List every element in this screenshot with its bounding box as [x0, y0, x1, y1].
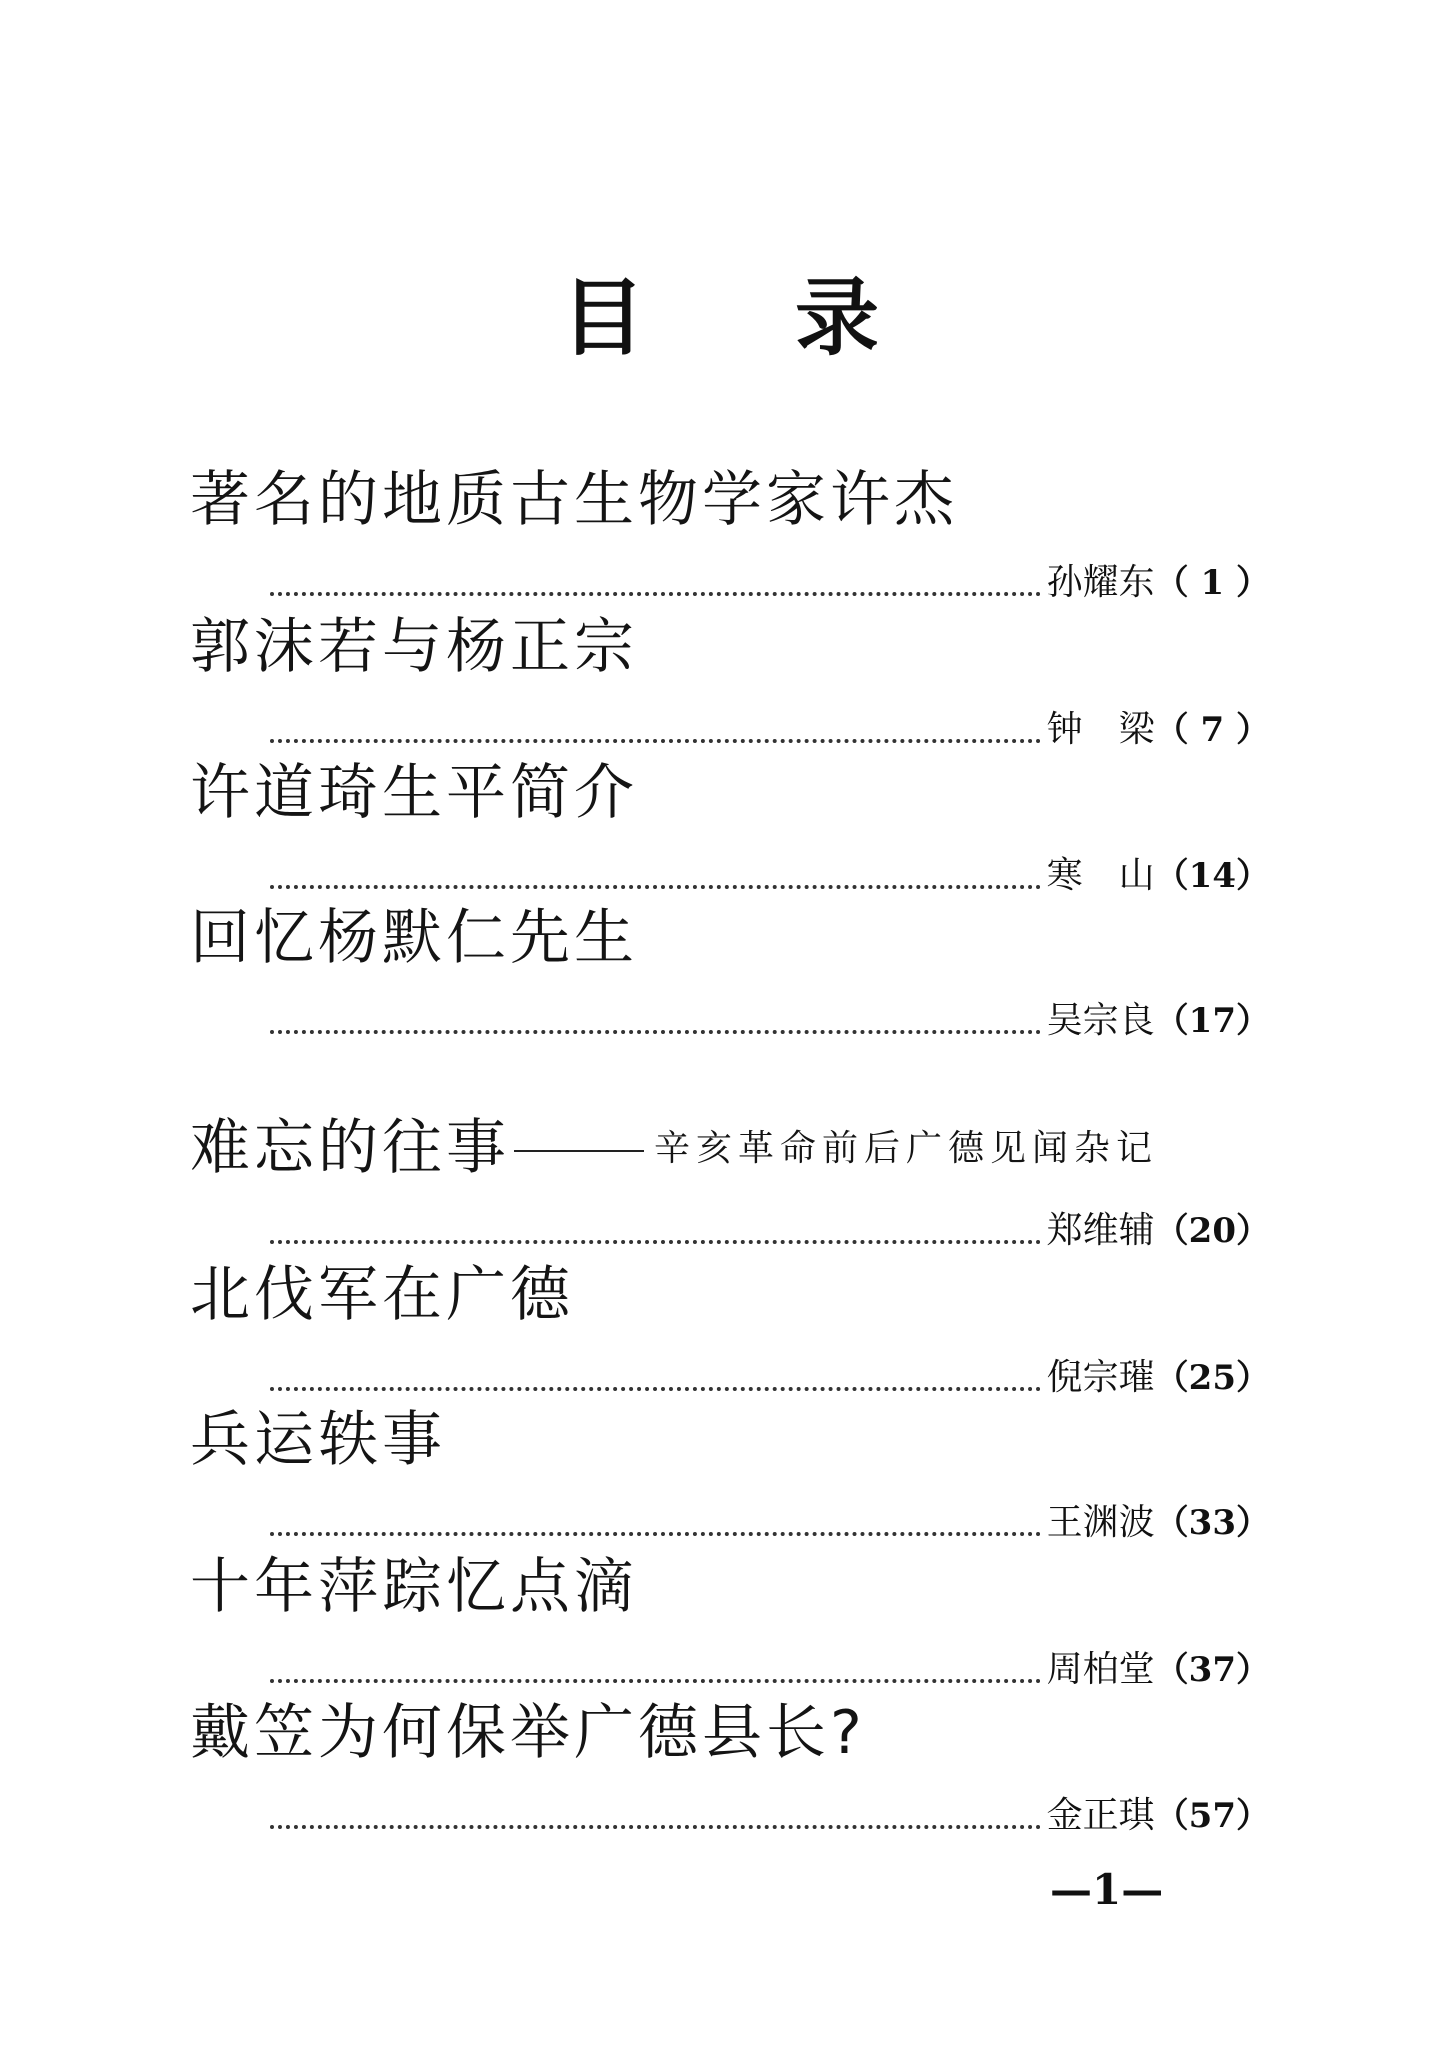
entry-page-ref: （57）: [1154, 1796, 1270, 1836]
entry-author: 吴宗良: [1046, 1000, 1155, 1041]
leader-line: [270, 996, 1270, 1046]
entry-page-ref: （14）: [1154, 856, 1270, 896]
entry-author: 金正琪: [1046, 1795, 1155, 1836]
entry-title: 郭沫若与杨正宗: [190, 612, 638, 682]
dot-leader: [270, 1387, 1041, 1391]
entry-title: 著名的地质古生物学家许杰: [190, 465, 958, 535]
entry-author: 孙耀东: [1046, 562, 1155, 603]
dot-leader: [270, 592, 1041, 596]
leader-line: [270, 558, 1270, 608]
entry-title: 回忆杨默仁先生: [190, 903, 638, 973]
entry-author: 寒 山: [1046, 855, 1155, 896]
entry-title: 许道琦生平简介: [190, 758, 638, 828]
page-title: 目录: [560, 269, 1029, 367]
leader-line: [270, 1206, 1270, 1256]
entry-author: 钟 梁: [1046, 709, 1155, 750]
entry-title: 戴笠为何保举广德县长?: [190, 1698, 866, 1768]
entry-subtitle: 辛亥革命前后广德见闻杂记: [654, 1128, 1159, 1169]
entry-title: [190, 1113, 1158, 1184]
entry-title: 北伐军在广德: [190, 1260, 574, 1330]
page-number: —1—: [1050, 1865, 1164, 1914]
entry-title: 十年萍踪忆点滴: [190, 1552, 638, 1622]
entry-page-ref: （ 1 ）: [1154, 563, 1270, 603]
leader-line: [270, 1645, 1270, 1695]
dot-leader: [270, 1825, 1041, 1829]
dot-leader: [270, 885, 1041, 889]
entry-page-ref: （17）: [1154, 1001, 1270, 1041]
entry-main-title: 难忘的往事: [190, 1113, 510, 1183]
dot-leader: [270, 1679, 1041, 1683]
entry-page-ref: （25）: [1154, 1358, 1270, 1398]
entry-page-ref: （ 7 ）: [1154, 710, 1270, 750]
dot-leader: [270, 1240, 1041, 1244]
entry-author: 倪宗璀: [1046, 1357, 1155, 1398]
entry-author: 郑维辅: [1046, 1210, 1155, 1251]
entry-page-ref: （20）: [1154, 1211, 1270, 1251]
dot-leader: [270, 739, 1041, 743]
entry-author: 周柏堂: [1046, 1649, 1155, 1690]
entry-author: 王渊波: [1046, 1502, 1155, 1543]
leader-line: [270, 1498, 1270, 1548]
dot-leader: [270, 1030, 1041, 1034]
entry-page-ref: （33）: [1154, 1503, 1270, 1543]
leader-line: [270, 1791, 1270, 1841]
leader-line: [270, 705, 1270, 755]
em-dash-rule: [514, 1150, 644, 1152]
entry-title: 兵运轶事: [190, 1405, 446, 1475]
dot-leader: [270, 1532, 1041, 1536]
entry-page-ref: （37）: [1154, 1650, 1270, 1690]
leader-line: [270, 851, 1270, 901]
leader-line: [270, 1353, 1270, 1403]
